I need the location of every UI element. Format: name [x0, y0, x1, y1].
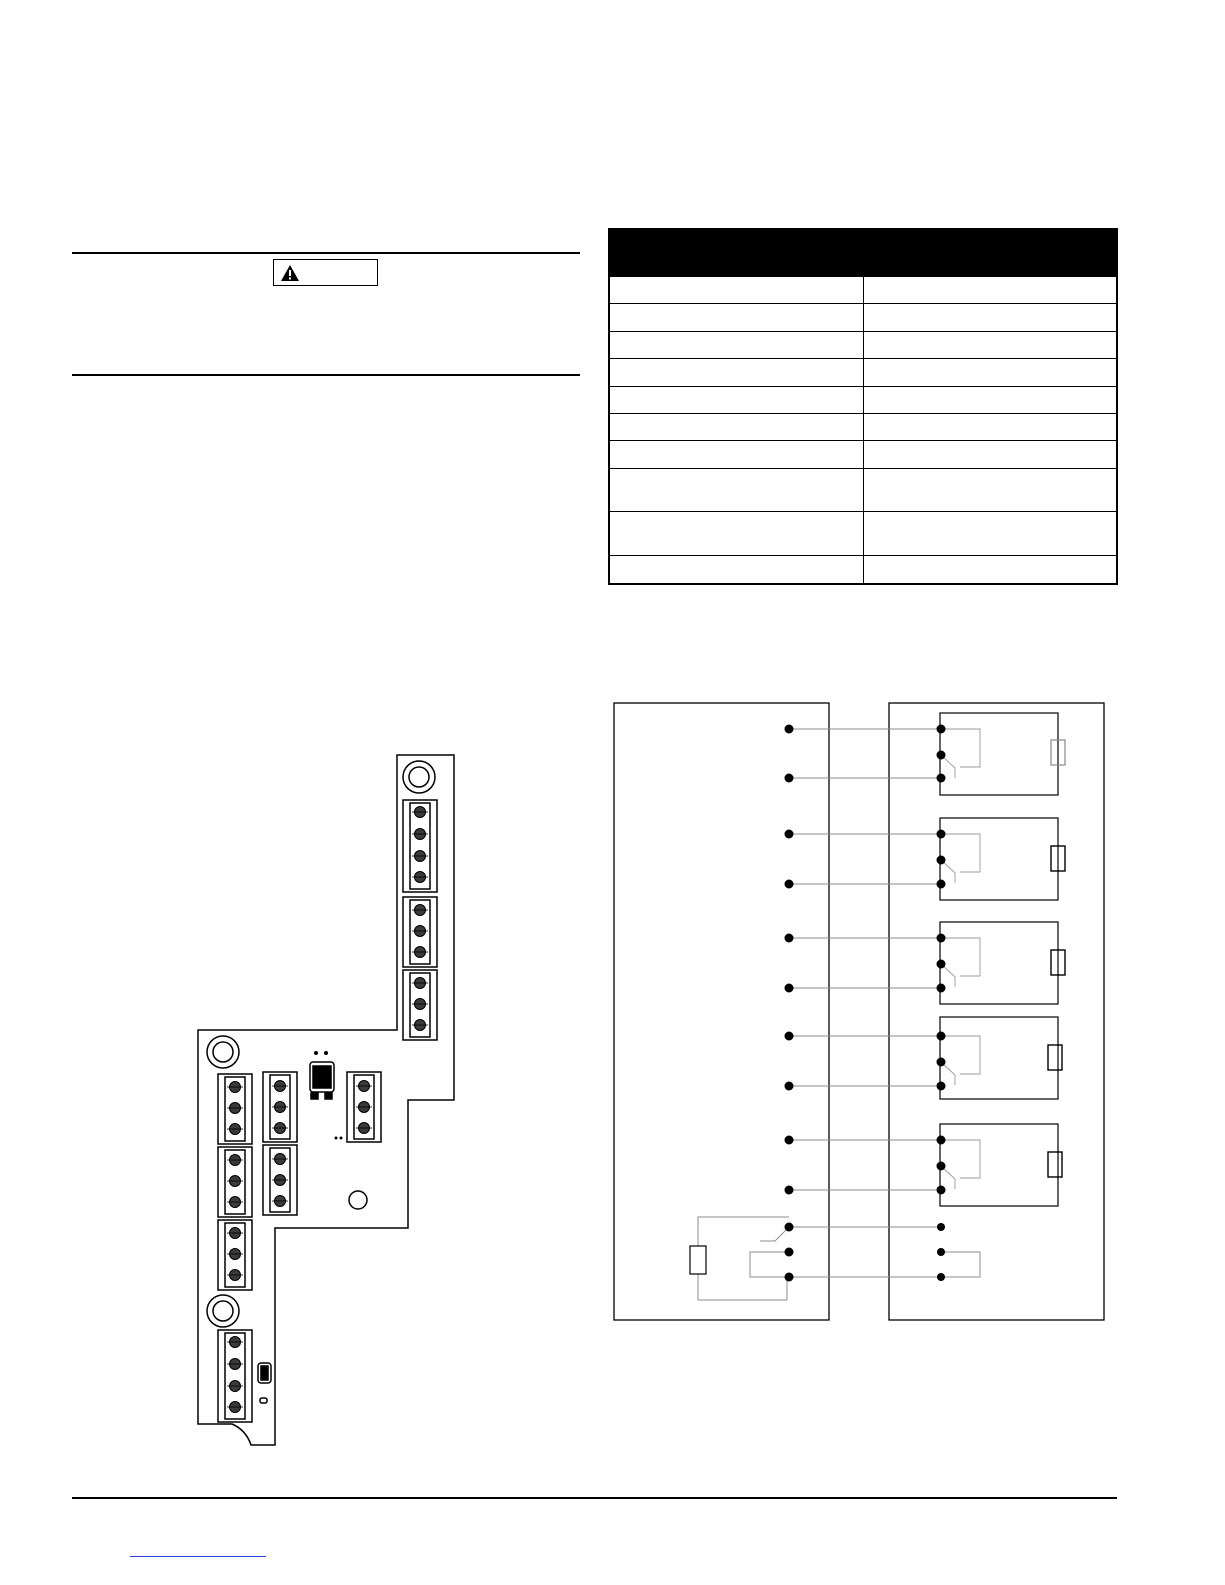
relay-terminals — [937, 725, 946, 1282]
mounting-hole — [403, 761, 435, 793]
footer-rule — [72, 1497, 1117, 1499]
relay-module — [940, 1017, 1062, 1099]
terminal-block — [403, 800, 437, 892]
fuse-component — [258, 1363, 271, 1403]
terminal-block — [263, 1072, 297, 1142]
relay-module — [940, 922, 1065, 1004]
controller-terminals — [785, 725, 794, 1282]
relay-module — [940, 818, 1065, 900]
wires — [789, 729, 980, 1277]
mounting-hole — [349, 1191, 367, 1209]
terminal-block — [218, 1220, 252, 1290]
relay-module — [940, 1124, 1062, 1206]
mounting-hole — [207, 1036, 239, 1068]
wiring-diagram — [614, 703, 1104, 1320]
relay-component — [310, 1051, 334, 1099]
terminal-block — [218, 1330, 252, 1422]
terminal-block — [403, 897, 437, 967]
terminal-block — [347, 1072, 381, 1142]
footer-link-underline[interactable] — [130, 1556, 266, 1557]
terminal-block — [403, 970, 437, 1040]
terminal-block — [218, 1074, 252, 1144]
relay-module — [940, 713, 1065, 795]
terminal-block — [263, 1145, 297, 1215]
terminal-block — [218, 1147, 252, 1217]
controller-relay — [690, 1217, 789, 1300]
indicator-dots — [335, 1137, 343, 1140]
mounting-hole — [207, 1295, 239, 1327]
